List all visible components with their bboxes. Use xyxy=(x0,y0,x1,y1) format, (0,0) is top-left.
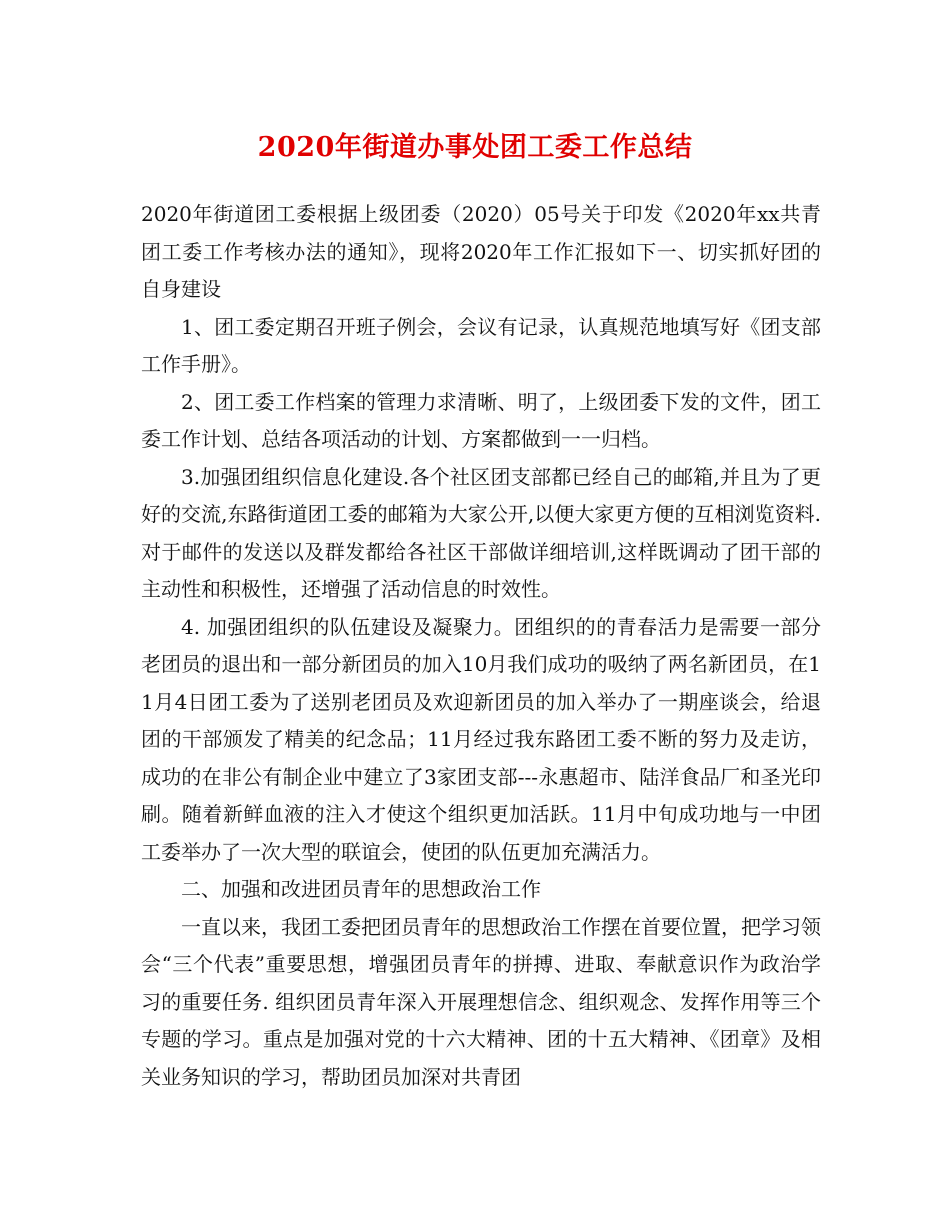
paragraph-section-2: 一直以来，我团工委把团员青年的思想政治工作摆在首要位置，把学习领会“三个代表”重要思想，增强团员青年的拼搏、进取、奉献意识作为政治学习的重要任务. 组织团员青年深入开展理想信念、组织观念、发挥作用等三个专题的学习。重点是加强对党的十六大精神、团的十五大精神、《团章》及相关业务知识的学习，帮助团员加深对共青团 xyxy=(141,914,821,1089)
paragraph-item-3: 3.加强团组织信息化建设.各个社区团支部都已经自己的邮箱,并且为了更好的交流,东路街道团工委的邮箱为大家公开,以便大家更方便的互相浏览资料.对于邮件的发送以及群发都给各社区干部做详细培训,这样既调动了团干部的主动性和积极性，还增强了活动信息的时效性。 xyxy=(141,464,821,601)
section-heading-2: 二、加强和改进团员青年的思想政治工作 xyxy=(181,877,541,901)
paragraph-intro: 2020年街道团工委根据上级团委（2020）05号关于印发《2020年xx共青团工委工作考核办法的通知》，现将2020年工作汇报如下一、切实抓好团的自身建设 xyxy=(141,202,821,301)
document-title: 2020年街道办事处团工委工作总结 xyxy=(257,132,693,163)
document-body xyxy=(141,196,821,1096)
paragraph-item-4: 4. 加强团组织的队伍建设及凝聚力。团组织的的青春活力是需要一部分老团员的退出和一部分新团员的加入10月我们成功的吸纳了两名新团员，在11月4日团工委为了送别老团员及欢迎新团员的加入举办了一期座谈会，给退团的干部颁发了精美的纪念品；11月经过我东路团工委不断的努力及走访，成功的在非公有制企业中建立了3家团支部---永惠超市、陆洋食品厂和圣光印刷。随着新鲜血液的注入才使这个组织更加活跃。11月中旬成功地与一中团工委举办了一次大型的联谊会，使团的队伍更加充满活力。 xyxy=(141,614,821,864)
paragraph-item-2: 2、团工委工作档案的管理力求清晰、明了，上级团委下发的文件，团工委工作计划、总结各项活动的计划、方案都做到一一归档。 xyxy=(141,389,821,451)
paragraph-item-1: 1、团工委定期召开班子例会，会议有记录，认真规范地填写好《团支部工作手册》。 xyxy=(141,314,821,376)
